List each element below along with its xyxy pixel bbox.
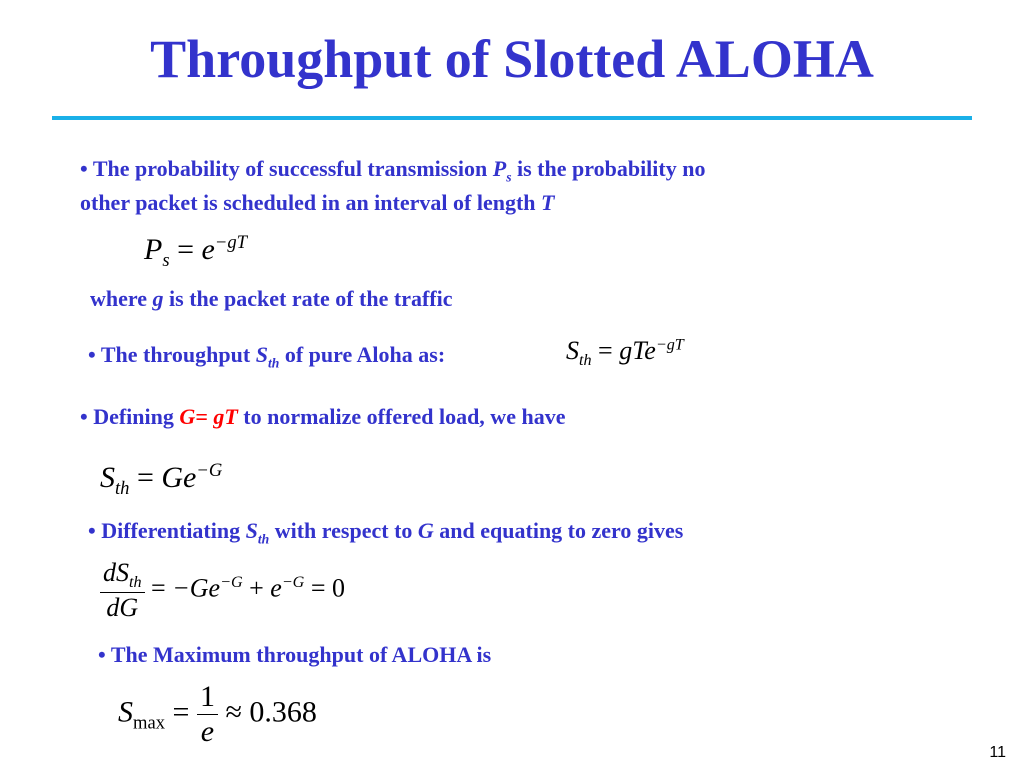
fraction-numerator: 1 <box>197 680 218 715</box>
bullet-text: Defining <box>93 404 180 429</box>
fraction-numerator <box>100 558 145 593</box>
var-S: S <box>255 342 268 367</box>
bullet-marker: • <box>80 404 88 429</box>
eq-term: P <box>144 233 163 266</box>
eq-subscript: max <box>133 712 166 734</box>
eq-subscript: th <box>129 574 142 592</box>
fraction-denominator: e <box>200 715 215 748</box>
eq-operator: = <box>172 695 190 729</box>
bullet-text: of pure Aloha as: <box>279 342 446 367</box>
bullet-defining-G <box>80 402 565 432</box>
var-S-sub: th <box>267 355 280 371</box>
bullet-marker: • <box>88 342 96 367</box>
bullet-text: other packet is scheduled in an interval of length <box>80 190 542 215</box>
bullet-text: Differentiating <box>101 518 246 543</box>
eq-term: e <box>270 573 282 603</box>
eq-exponent: −gT <box>655 336 684 354</box>
eq-term: S <box>118 695 133 729</box>
equation-throughput-inline <box>566 336 684 370</box>
eq-subscript: th <box>579 352 592 370</box>
eq-operator: + <box>249 573 264 603</box>
eq-subscript: th <box>115 478 130 499</box>
fraction-denominator: dG <box>106 593 139 623</box>
slide-title: Throughput of Slotted ALOHA <box>150 29 874 89</box>
eq-operator: = <box>310 573 326 603</box>
eq-term: −Ge <box>172 573 221 603</box>
eq-operator: ≈ <box>225 695 242 729</box>
eq-term: 0 <box>332 573 345 603</box>
equation-derivative <box>100 558 345 623</box>
title-divider <box>52 116 972 120</box>
bullet-success-probability-line2 <box>80 188 554 218</box>
eq-term: gTe <box>619 336 656 365</box>
bullet-text: The probability of successful transmission <box>92 156 493 181</box>
bullet-marker: • <box>80 156 88 181</box>
bullet-text: The Maximum throughput of ALOHA is <box>110 642 492 667</box>
bullet-text: with respect to <box>269 518 418 543</box>
highlight-G-definition: G= gT <box>179 404 238 429</box>
bullet-max-throughput <box>98 640 491 670</box>
where-text: is the packet rate of the traffic <box>163 286 453 311</box>
equation-normalized-throughput <box>100 460 222 500</box>
bullet-text: is the probability no <box>511 156 706 181</box>
equation-success-probability <box>144 232 247 272</box>
eq-operator: = <box>598 336 613 365</box>
bullet-text: The throughput <box>100 342 256 367</box>
bullet-marker: • <box>88 518 96 543</box>
eq-operator: = <box>151 573 166 603</box>
bullet-text: to normalize offered load, we have <box>237 404 566 429</box>
var-G: G <box>417 518 434 543</box>
eq-term: e <box>201 233 215 266</box>
eq-exponent: −G <box>196 460 223 481</box>
derivative-fraction <box>100 558 145 623</box>
eq-term: Ge <box>161 461 197 494</box>
var-S: S <box>245 518 258 543</box>
bullet-throughput <box>88 340 445 378</box>
var-P-sub: s <box>506 169 512 185</box>
page-number: 11 <box>989 744 1006 761</box>
where-text: where <box>90 286 153 311</box>
eq-exponent: −G <box>220 573 243 591</box>
eq-exponent: −G <box>281 573 305 591</box>
eq-exponent: −gT <box>214 232 248 253</box>
eq-term: S <box>100 461 115 494</box>
var-g: g <box>152 286 164 311</box>
equation-max-throughput <box>118 680 317 749</box>
eq-subscript: s <box>162 250 170 271</box>
bullet-marker: • <box>98 642 106 667</box>
var-S-sub: th <box>257 531 270 547</box>
where-line <box>90 284 453 314</box>
var-P: P <box>492 156 507 181</box>
var-T: T <box>541 190 555 215</box>
bullet-text: and equating to zero gives <box>433 518 684 543</box>
eq-operator: = <box>136 461 154 494</box>
eq-term: 0.368 <box>249 695 317 729</box>
eq-term: S <box>566 336 579 365</box>
bullet-success-probability <box>80 154 705 192</box>
bullet-differentiating <box>88 516 683 554</box>
eq-term: dS <box>103 558 129 587</box>
eq-operator: = <box>177 233 194 266</box>
max-fraction <box>197 680 218 749</box>
